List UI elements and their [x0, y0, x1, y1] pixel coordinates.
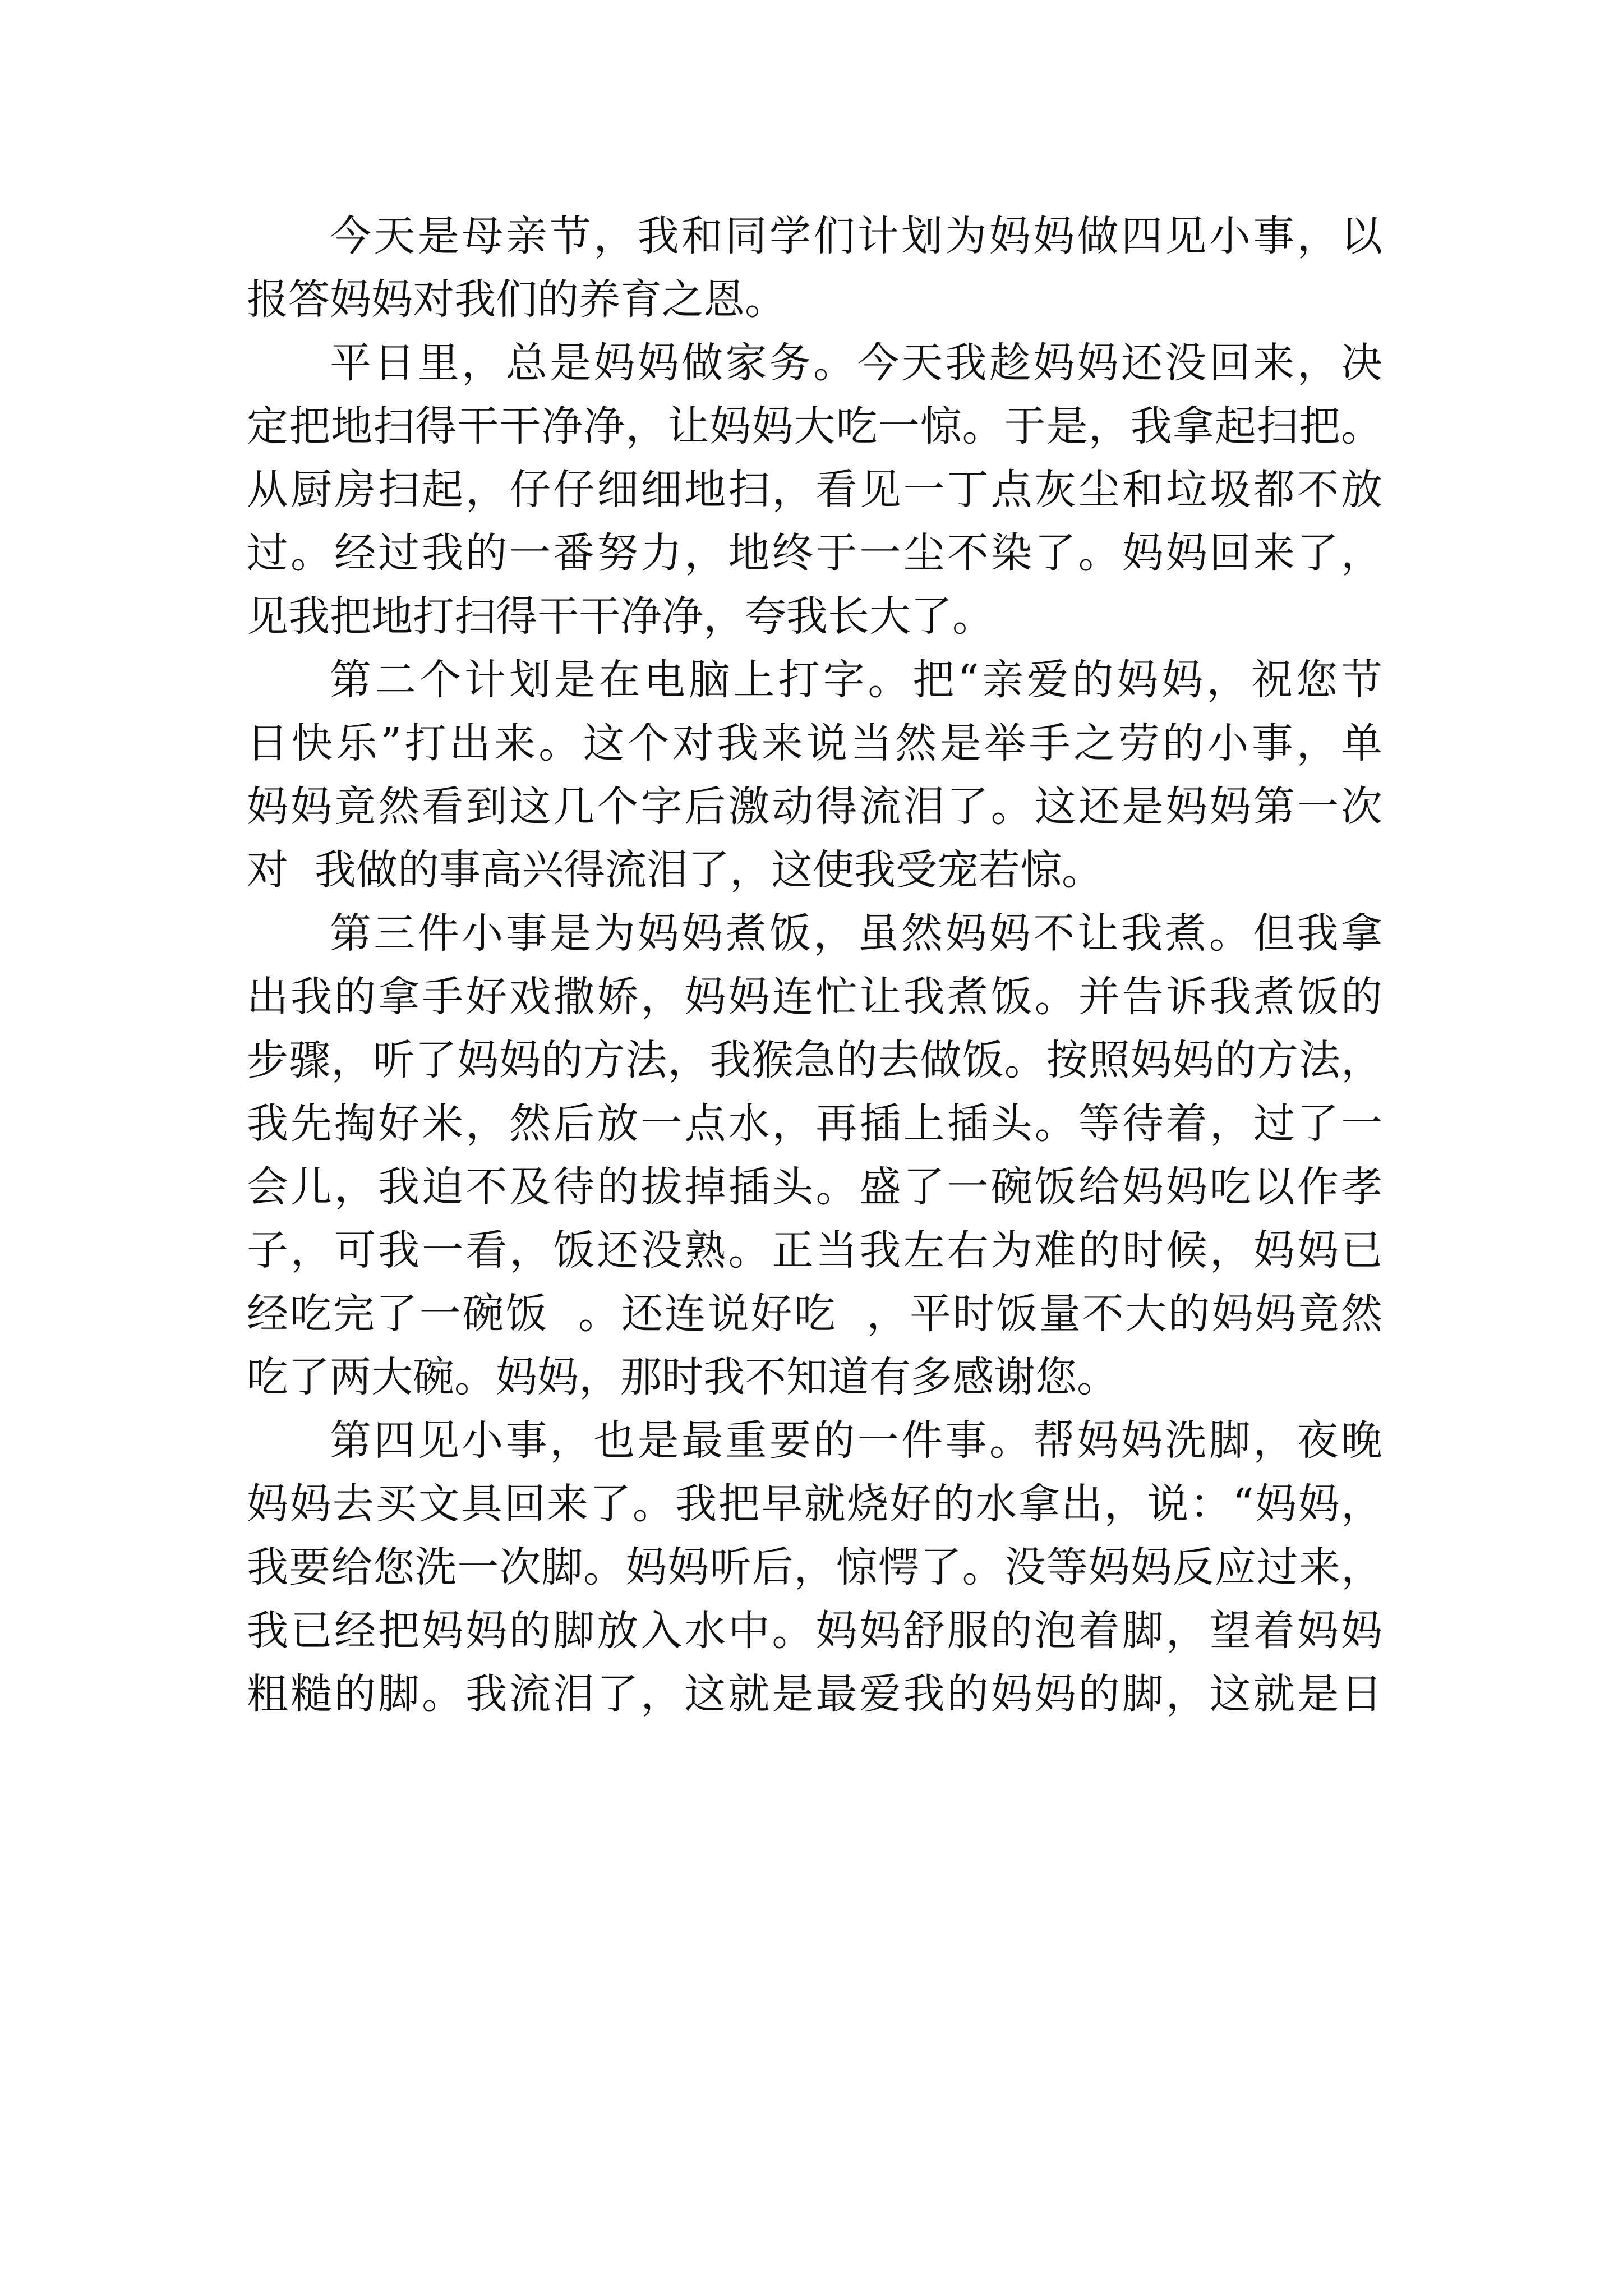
text-line: 对 我做的事高兴得流泪了，这使我受宠若惊。: [247, 846, 1104, 894]
text-line: 从厨房扫起，仔仔细细地扫，看见一丁点灰尘和垃圾都不放: [247, 466, 1382, 514]
paragraph-5: [247, 1409, 1382, 1726]
text-line: 我要给您洗一次脚。妈妈听后，惊愕了。没等妈妈反应过来，: [247, 1543, 1382, 1591]
paragraph-1: [247, 205, 1382, 332]
text-line: 步骤，听了妈妈的方法，我猴急的去做饭。按照妈妈的方法，: [247, 1036, 1382, 1084]
paragraph-4: [247, 902, 1382, 1409]
text-line: 妈妈去买文具回来了。我把早就烧好的水拿出，说：“妈妈，: [247, 1480, 1382, 1528]
text-line: 吃了两大碗。妈妈，那时我不知道有多感谢您。: [247, 1353, 1118, 1401]
paragraph-3: [247, 648, 1382, 902]
text-line: 平日里，总是妈妈做家务。今天我趁妈妈还没回来，决: [330, 339, 1382, 387]
text-line: 第四见小事，也是最重要的一件事。帮妈妈洗脚，夜晚: [330, 1416, 1382, 1465]
text-line: 我已经把妈妈的脚放入水中。妈妈舒服的泡着脚，望着妈妈: [247, 1607, 1382, 1655]
text-line: 见我把地打扫得干干净净，夸我长大了。: [247, 592, 994, 641]
text-line: 子，可我一看，饭还没熟。正当我左右为难的时候，妈妈已: [247, 1226, 1382, 1274]
text-line: 过。经过我的一番努力，地终于一尘不染了。妈妈回来了，: [247, 529, 1382, 577]
text-line: 今天是母亲节，我和同学们计划为妈妈做四见小事，以: [330, 212, 1382, 260]
text-line: 报答妈妈对我们的养育之恩。: [247, 275, 786, 324]
text-line: 出我的拿手好戏撒娇，妈妈连忙让我煮饭。并告诉我煮饭的: [247, 973, 1382, 1021]
text-line: 第三件小事是为妈妈煮饭，虽然妈妈不让我煮。但我拿: [330, 909, 1382, 958]
text-line: 我先掏好米，然后放一点水，再插上插头。等待着，过了一: [247, 1099, 1382, 1148]
text-line: 粗糙的脚。我流泪了，这就是最爱我的妈妈的脚，这就是日: [247, 1670, 1382, 1718]
text-line: 经吃完了一碗饭 。还连说好吃 ，平时饭量不大的妈妈竟然: [247, 1290, 1382, 1338]
text-line: 日快乐”打出来。这个对我来说当然是举手之劳的小事，单: [247, 719, 1382, 767]
text-line: 定把地扫得干干净净，让妈妈大吃一惊。于是，我拿起扫把。: [247, 402, 1382, 450]
text-line: 会儿，我迫不及待的拔掉插头。盛了一碗饭给妈妈吃以作孝: [247, 1163, 1382, 1211]
essay-body: [247, 205, 1382, 1726]
text-line: 妈妈竟然看到这几个字后激动得流泪了。这还是妈妈第一次: [247, 783, 1382, 831]
text-line: 第二个计划是在电脑上打字。把“亲爱的妈妈，祝您节: [330, 656, 1382, 704]
paragraph-2: [247, 332, 1382, 648]
